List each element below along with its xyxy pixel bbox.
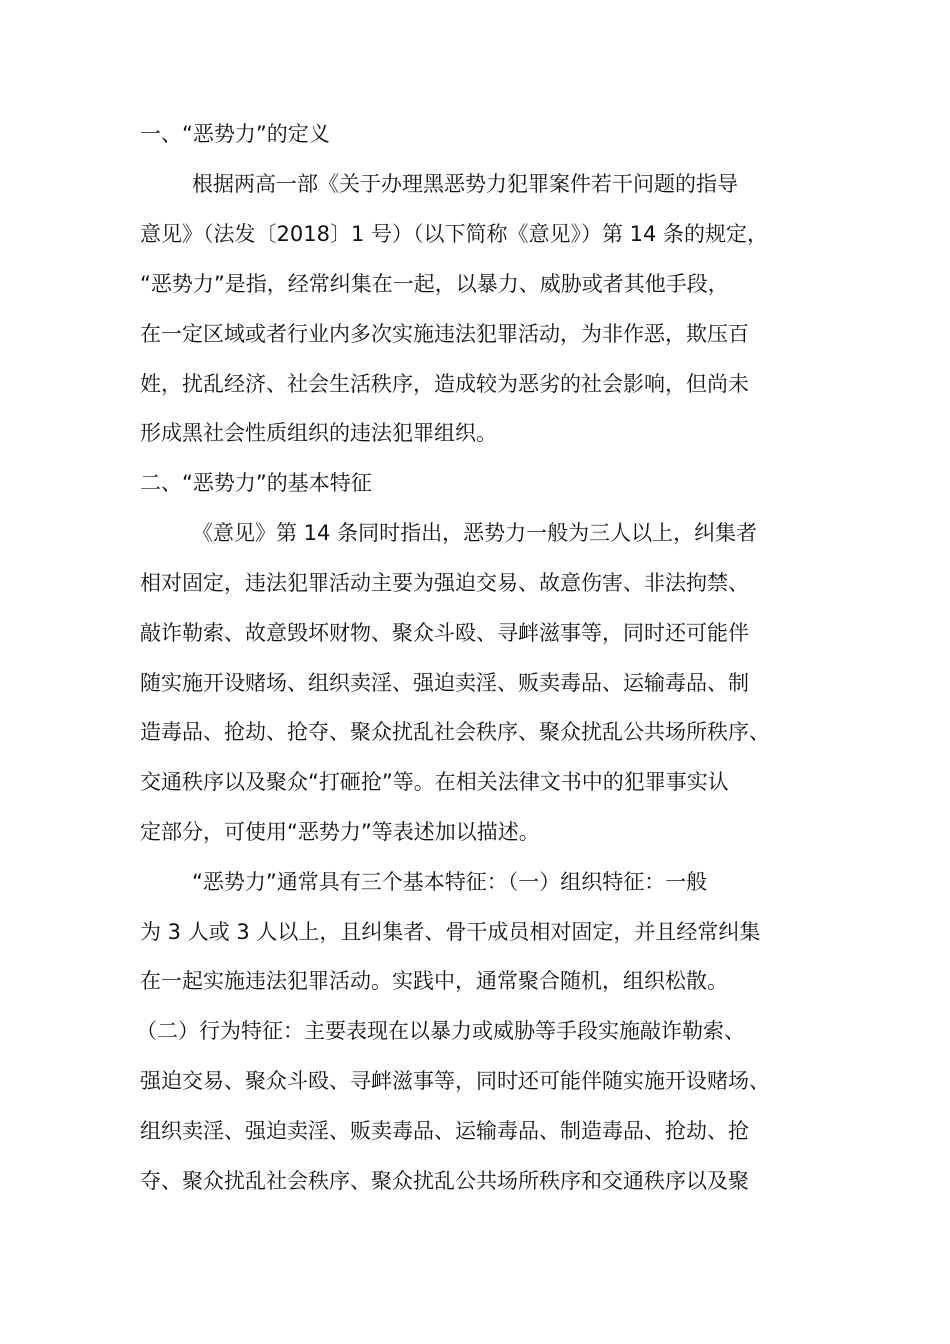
paragraph-line: 为 3 人或 3 人以上，且纠集者、骨干成员相对固定，并且经常纠集 [140,920,761,944]
paragraph-line: 定部分，可使用“恶势力”等表述加以描述。 [140,820,540,844]
paragraph-line: （二）行为特征：主要表现在以暴力或威胁等手段实施敲诈勒索、 [136,1019,745,1043]
paragraph-line: 在一起实施违法犯罪活动。实践中，通常聚合随机，组织松散。 [140,969,728,993]
paragraph-line: 组织卖淫、强迫卖淫、贩卖毒品、运输毒品、制造毒品、抢劫、抢 [140,1119,749,1143]
section-heading-definition: 一、“恶势力”的定义 [140,122,330,146]
paragraph-line: 形成黑社会性质组织的违法犯罪组织。 [140,421,497,445]
paragraph-line: 《意见》第 14 条同时指出，恶势力一般为三人以上，纠集者 [192,521,758,545]
paragraph-line: 随实施开设赌场、组织卖淫、强迫卖淫、贩卖毒品、运输毒品、制 [140,671,749,695]
paragraph-line: 姓，扰乱经济、社会生活秩序，造成较为恶劣的社会影响，但尚未 [140,372,749,396]
paragraph-line: “恶势力”是指，经常纠集在一起，以暴力、威胁或者其他手段， [140,272,729,296]
section-heading-features: 二、“恶势力”的基本特征 [140,471,372,495]
paragraph-line: 夺、聚众扰乱社会秩序、聚众扰乱公共场所秩序和交通秩序以及聚 [140,1169,749,1193]
paragraph-line: 意见》（法发〔2018〕1 号）（以下简称《意见》）第 14 条的规定， [140,222,769,246]
paragraph-line: “恶势力”通常具有三个基本特征：（一）组织特征：一般 [192,870,708,894]
paragraph-line: 造毒品、抢劫、抢夺、聚众扰乱社会秩序、聚众扰乱公共场所秩序、 [140,720,770,744]
paragraph-line: 根据两高一部《关于办理黑恶势力犯罪案件若干问题的指导 [192,172,738,196]
paragraph-line: 敲诈勒索、故意毁坏财物、聚众斗殴、寻衅滋事等，同时还可能伴 [140,621,749,645]
paragraph-line: 强迫交易、聚众斗殴、寻衅滋事等，同时还可能伴随实施开设赌场、 [140,1069,770,1093]
paragraph-line: 在一定区域或者行业内多次实施违法犯罪活动，为非作恶，欺压百 [140,322,749,346]
paragraph-line: 交通秩序以及聚众“打砸抢”等。在相关法律文书中的犯罪事实认 [140,770,729,794]
paragraph-line: 相对固定，违法犯罪活动主要为强迫交易、故意伤害、非法拘禁、 [140,571,749,595]
